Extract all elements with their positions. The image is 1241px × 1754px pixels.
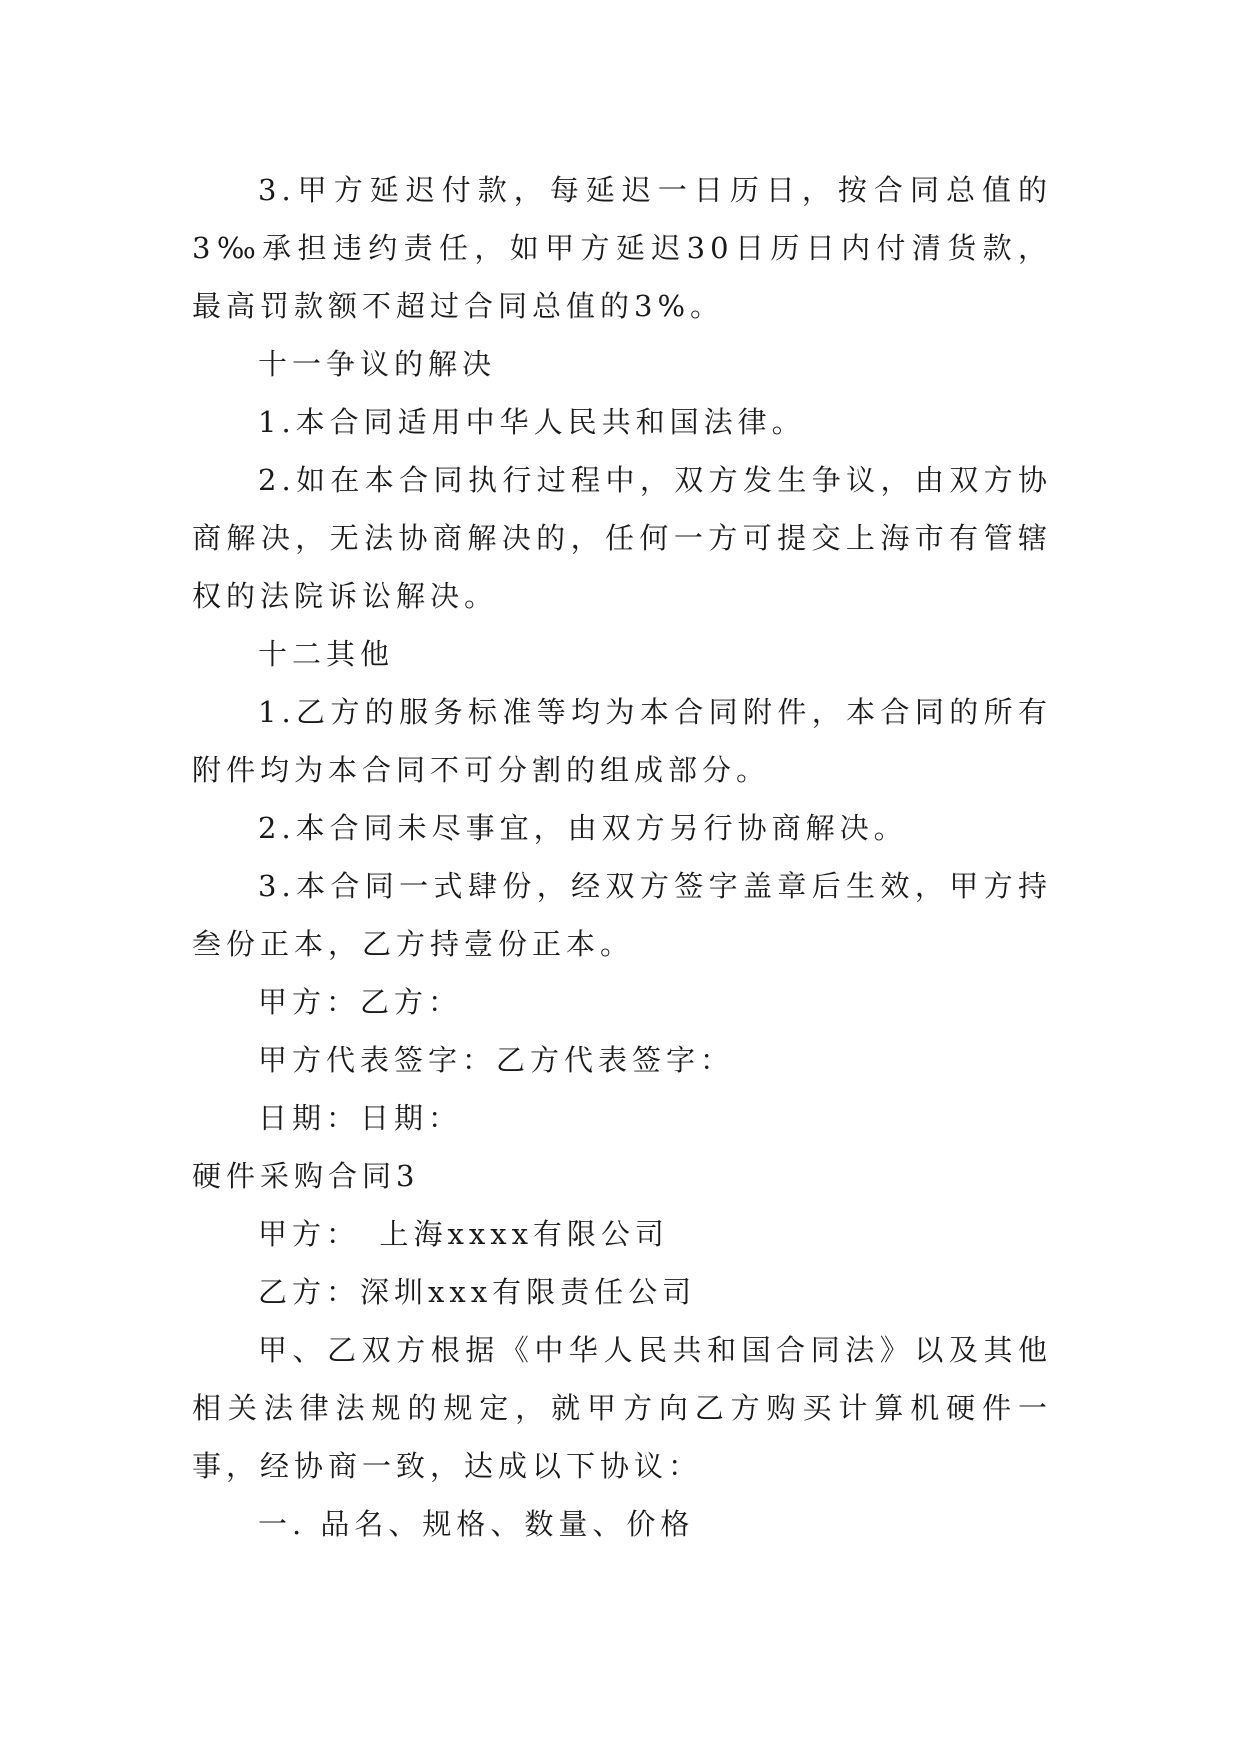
party-b-line: 乙方：深圳xxx有限责任公司 [258,1275,697,1309]
signature-representatives-line: 甲方代表签字：乙方代表签字： [258,1043,735,1077]
paragraph-unresolved-matters: 2.本合同未尽事宜，由双方另行协商解决。 [258,811,908,845]
section-heading-product-spec: 一. 品名、规格、数量、价格 [258,1507,695,1541]
section-heading-dispute-resolution: 十一争议的解决 [258,347,497,381]
contract-title: 硬件采购合同3 [192,1159,420,1193]
paragraph-attachments: 1.乙方的服务标准等均为本合同附件，本合同的所有附件均为本合同不可分割的组成部分。 [192,695,1052,787]
paragraph-governing-law: 1.本合同适用中华人民共和国法律。 [258,405,806,439]
party-a-line: 甲方： 上海xxxx有限公司 [258,1217,669,1251]
signature-dates-line: 日期：日期： [258,1101,463,1135]
section-heading-miscellaneous: 十二其他 [258,637,395,671]
paragraph-dispute-procedure: 2.如在本合同执行过程中，双方发生争议，由双方协商解决，无法协商解决的，任何一方可提交上海市有管辖权的法院诉讼解决。 [192,463,1052,613]
paragraph-late-payment-penalty: 3.甲方延迟付款，每延迟一日历日，按合同总值的3‰承担违约责任，如甲方延迟30日历日内付清货款，最高罚款额不超过合同总值的3%。 [192,173,1052,323]
paragraph-preamble: 甲、乙双方根据《中华人民共和国合同法》以及其他相关法律法规的规定，就甲方向乙方购买计算机硬件一事，经协商一致，达成以下协议： [192,1333,1052,1483]
signature-parties-line: 甲方：乙方： [258,985,463,1019]
paragraph-copies: 3.本合同一式肆份，经双方签字盖章后生效，甲方持叁份正本，乙方持壹份正本。 [192,869,1052,961]
document-body [192,161,1052,1553]
